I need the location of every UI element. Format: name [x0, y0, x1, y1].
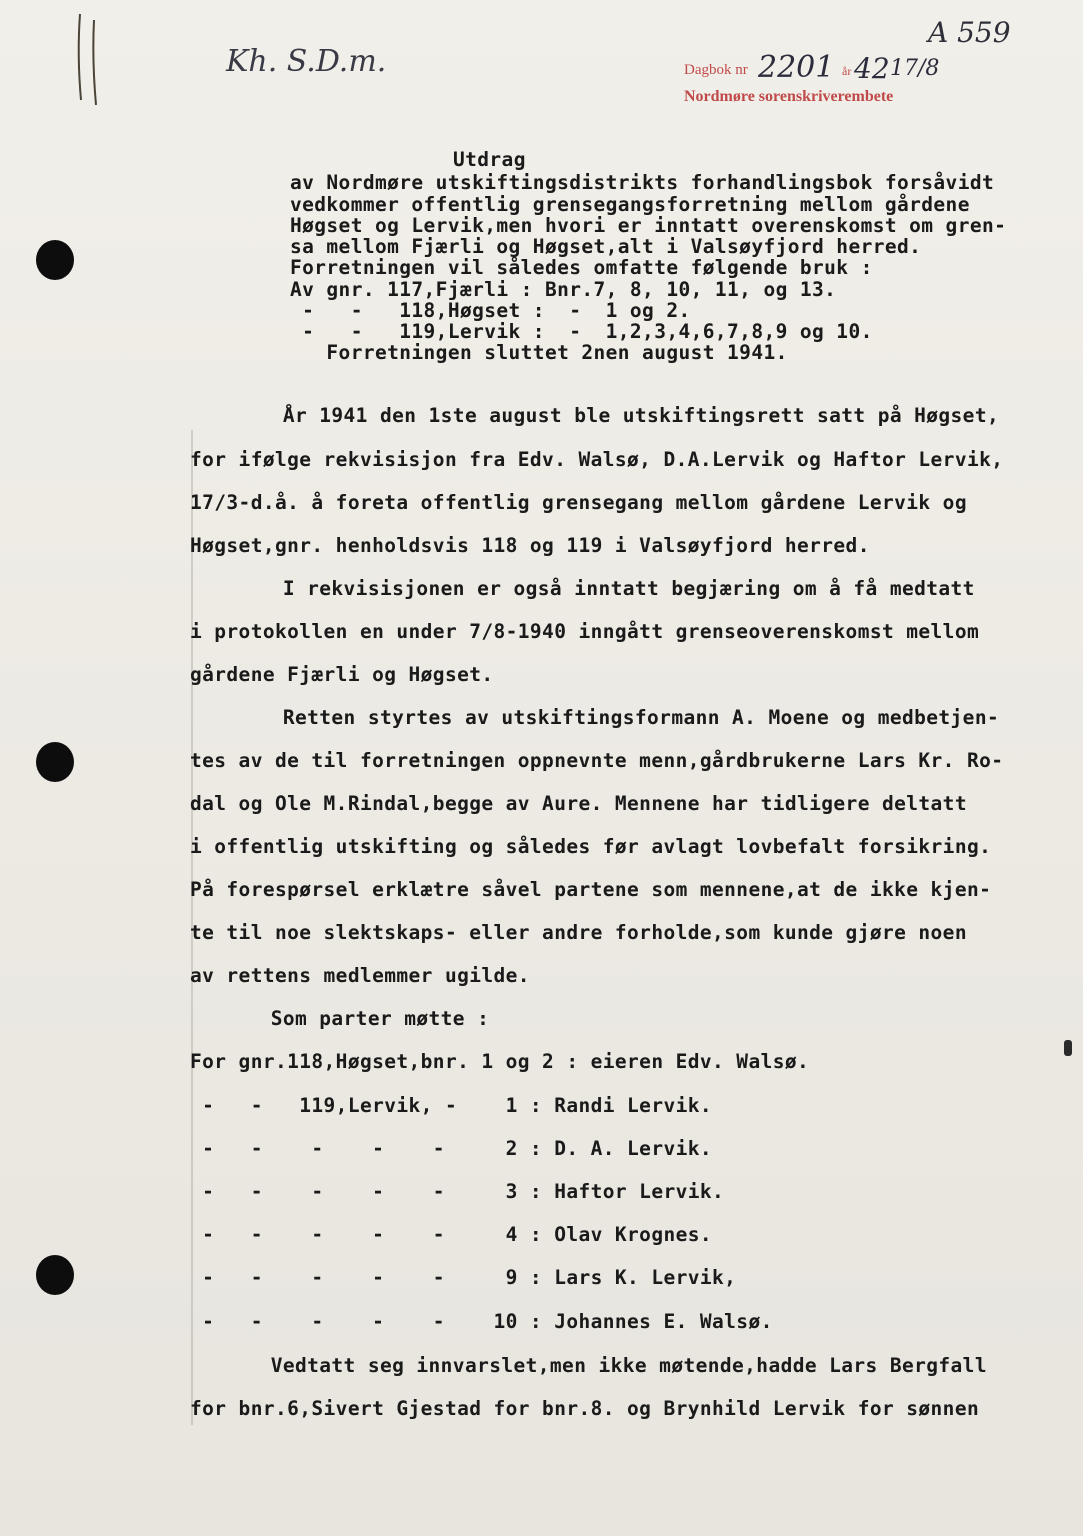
header-line: Av gnr. 117,Fjærli : Bnr.7, 8, 10, 11, og 13.: [290, 278, 837, 301]
body-line: - - - - - 4 : Olav Krognes.: [190, 1223, 713, 1246]
handwritten-folio-number: A 559: [928, 16, 1011, 49]
body-line: te til noe slektskaps- eller andre forholde,som kunde gjøre noen: [190, 921, 967, 944]
body-line: Som parter møtte :: [210, 1007, 490, 1030]
corner-pencil-marks: [70, 10, 110, 105]
stamp-handwritten-year: 42: [854, 52, 890, 85]
body-line: 17/3-d.å. å foreta offentlig grensegang mellom gårdene Lervik og: [190, 491, 967, 514]
stamp-handwritten-date: 17/8: [890, 56, 940, 81]
stamp-line-1: Dagbok nr: [684, 62, 748, 78]
body-line: i protokollen en under 7/8-1940 inngått grenseoverenskomst mellom: [190, 620, 980, 643]
header-line: Høgset og Lervik,men hvori er inntatt overenskomst om gren-: [290, 214, 1007, 237]
header-line: sa mellom Fjærli og Høgset,alt i Valsøyfjord herred.: [290, 235, 922, 258]
body-line: - - - - - 3 : Haftor Lervik.: [190, 1180, 725, 1203]
body-line: - - - - - 2 : D. A. Lervik.: [190, 1137, 713, 1160]
header-line: vedkommer offentlig grensegangsforretning mellom gårdene: [290, 193, 970, 216]
header-line: - - 118,Høgset : - 1 og 2.: [290, 299, 691, 322]
stamp-handwritten-number: 2201: [758, 50, 835, 85]
body-line: Vedtatt seg innvarslet,men ikke møtende,hadde Lars Bergfall: [210, 1354, 987, 1377]
body-line: Høgset,gnr. henholdsvis 118 og 119 i Valsøyfjord herred.: [190, 534, 870, 557]
body-line: I rekvisisjonen er også inntatt begjæring om å få medtatt: [210, 577, 975, 600]
body-line: - - - - - 10 : Johannes E. Walsø.: [190, 1310, 773, 1333]
body-line: for ifølge rekvisisjon fra Edv. Walsø, D.A.Lervik og Haftor Lervik,: [190, 448, 1004, 471]
body-line: for bnr.6,Sivert Gjestad for bnr.8. og Brynhild Lervik for sønnen: [190, 1397, 980, 1420]
body-line: - - 119,Lervik, - 1 : Randi Lervik.: [190, 1094, 713, 1117]
header-line: Forretningen vil således omfatte følgende bruk :: [290, 256, 873, 279]
header-line: Forretningen sluttet 2nen august 1941.: [290, 341, 788, 364]
body-line: gårdene Fjærli og Høgset.: [190, 663, 494, 686]
body-line: På forespørsel erklætre såvel partene som mennene,at de ikke kjen-: [190, 878, 992, 901]
body-line: Retten styrtes av utskiftingsformann A. Moene og medbetjen-: [210, 706, 1000, 729]
body-line: For gnr.118,Høgset,bnr. 1 og 2 : eieren Edv. Walsø.: [190, 1050, 810, 1073]
body-line: År 1941 den 1ste august ble utskiftingsrett satt på Høgset,: [210, 404, 1000, 427]
stamp-line-2: Nordmøre sorenskriverembete: [684, 88, 894, 105]
excerpt-title: Utdrag: [453, 148, 526, 171]
header-line: av Nordmøre utskiftingsdistrikts forhandlingsbok forsåvidt: [290, 171, 995, 194]
body-line: dal og Ole M.Rindal,begge av Aure. Mennene har tidligere deltatt: [190, 792, 967, 815]
body-line: - - - - - 9 : Lars K. Lervik,: [190, 1266, 737, 1289]
body-line: tes av de til forretningen oppnevnte menn,gårdbrukerne Lars Kr. Ro-: [190, 749, 1004, 772]
body-line: i offentlig utskifting og således før avlagt lovbefalt forsikring.: [190, 835, 992, 858]
punch-hole-top: [36, 240, 74, 280]
punch-hole-middle: [36, 742, 74, 782]
stamp-line-1-suffix: år: [842, 64, 852, 78]
punch-hole-bottom: [36, 1255, 74, 1295]
edge-mark: [1064, 1040, 1072, 1056]
handwritten-note-top-left: Kh. S.D.m.: [226, 44, 387, 79]
body-line: av rettens medlemmer ugilde.: [190, 964, 530, 987]
header-line: - - 119,Lervik : - 1,2,3,4,6,7,8,9 og 10.: [290, 320, 873, 343]
